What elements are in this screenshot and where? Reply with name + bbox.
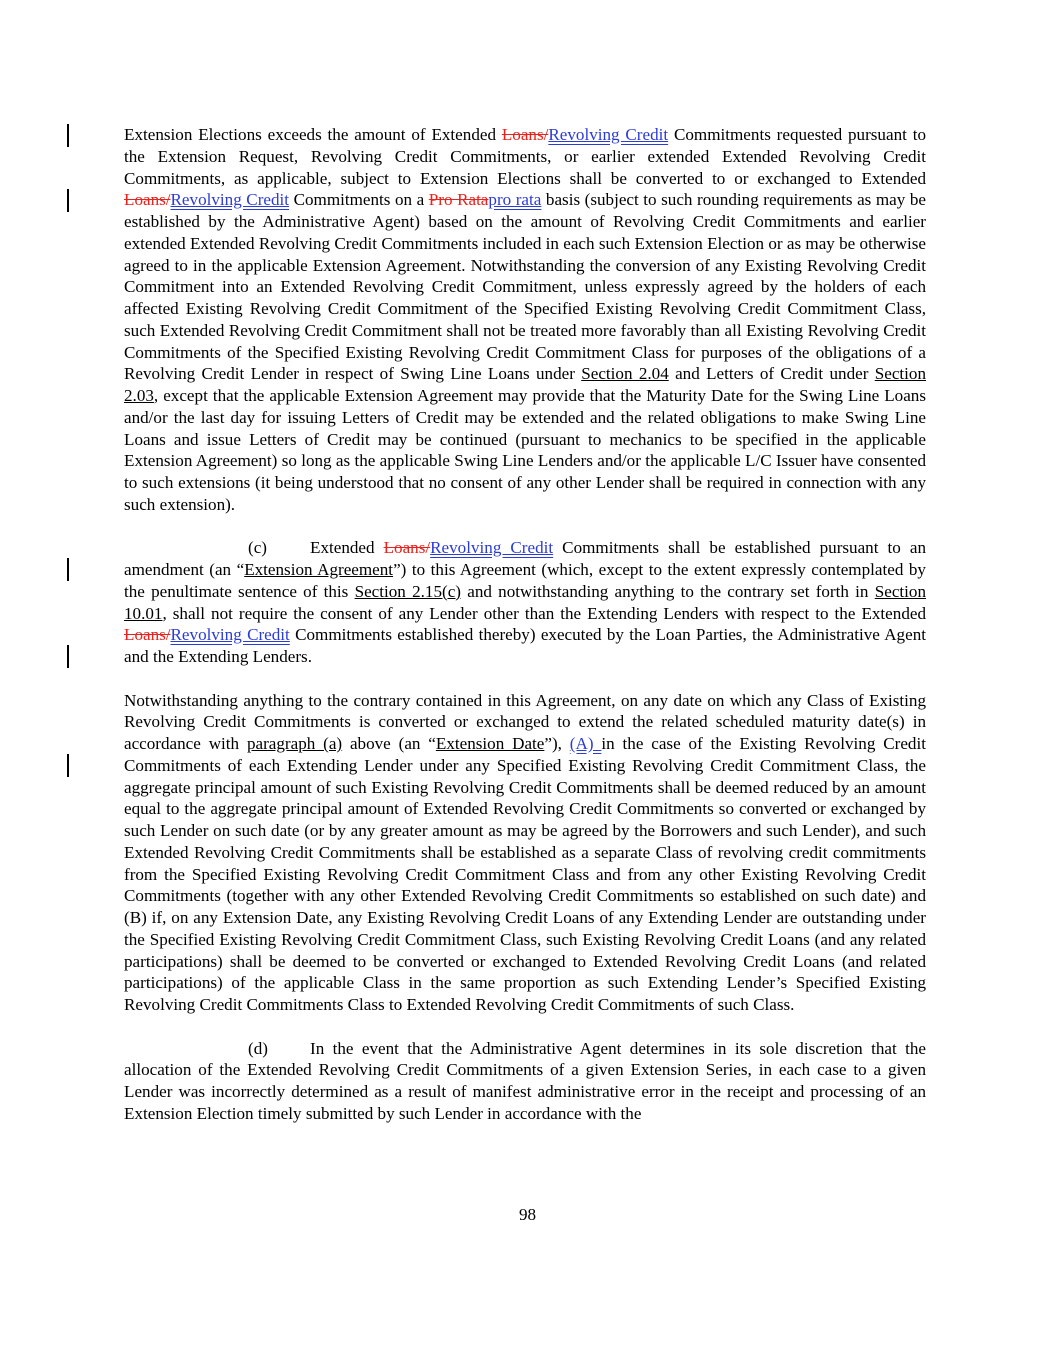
text: ”) to this Agreement (which, except to the extent expressly contemplated by the penultimate sentence of this: [124, 560, 926, 601]
inserted-text: (A): [569, 734, 602, 753]
document-body: [124, 124, 926, 1125]
deleted-text: Loans/: [383, 538, 431, 558]
change-bar: [67, 645, 69, 668]
change-bar: [67, 558, 69, 581]
text: Commitments requested pursuant to the Extension Request, Revolving Credit Commitments, or earlier extended Extended Revolving Credit Commitments, as applicable, subject to Extension Elections shall be converted to or exchanged to Extended: [124, 125, 926, 188]
inserted-text: pro rata: [488, 190, 542, 210]
defined-term: Extension Agreement: [244, 560, 394, 579]
paragraph-extension-date: [124, 690, 926, 1016]
text: Commitments shall be established pursuant to an amendment (an “: [124, 538, 926, 579]
section-reference: Section 2.03: [124, 364, 926, 405]
text: , except that the applicable Extension Agreement may provide that the Maturity Date for the Swing Line Loans and/or the last day for issuing Letters of Credit may be extended and the related obligations to make Swing Line Loans and issue Letters of Credit may be continued (pursuant to mechanics to be specified in the applicable Extension Agreement) so long as the applicable Swing Line Lenders and/or the applicable L/C Issuer have consented to such extensions (it being understood that no consent of any other Lender shall be required in connection with any such extension).: [124, 386, 926, 514]
text: and Letters of Credit under: [668, 364, 875, 384]
text: Notwithstanding anything to the contrary contained in this Agreement, on any date on which any Class of Existing Revolving Credit Commitments is converted or exchanged to extend the related scheduled maturity date(s) in accordance with: [124, 690, 926, 753]
inserted-text: Revolving Credit: [430, 538, 554, 558]
deleted-text: Loans/: [124, 625, 171, 645]
page-number: 98: [518, 1205, 537, 1224]
text: Extension Elections exceeds the amount of Extended: [124, 125, 502, 144]
deleted-text: Loans/: [124, 190, 171, 210]
text: Extended: [310, 538, 384, 558]
deleted-text: Pro Rata: [428, 190, 489, 210]
paragraph-continuation: [124, 124, 926, 516]
defined-term: Extension Date: [435, 734, 545, 753]
text: and notwithstanding anything to the contrary set forth in: [460, 581, 875, 601]
section-reference: Section 2.04: [581, 364, 669, 384]
change-bar: [67, 189, 69, 212]
clause-label: (d): [248, 1038, 268, 1058]
text: In the event that the Administrative Agent determines in its sole discretion that the allocation of the Extended Revolving Credit Commitments of a given Extension Series, in each case to a given Lender was incorrectly determined as a result of manifest administrative error in the receipt and processing of an Extension Election timely submitted by such Lender in accordance with the: [124, 1038, 926, 1123]
inserted-text: Revolving Credit: [170, 190, 290, 210]
text: ”),: [544, 734, 570, 753]
change-bar: [67, 124, 69, 147]
text: , shall not require the consent of any Lender other than the Extending Lenders with respect to the Extended: [162, 603, 926, 623]
paragraph-c: [124, 537, 926, 668]
text: above (an “: [342, 734, 436, 753]
clause-label: (c): [248, 538, 267, 558]
inserted-text: Revolving Credit: [548, 125, 669, 144]
text: basis (subject to such rounding requirements as may be established by the Administrative Agent) based on the amount of Revolving Credit Commitments and earlier extended Extended Revolving Credit Commitments included in each such Extension Election or as may be otherwise agreed to in the applicable Extension Agreement. Notwithstanding the conversion of any Existing Revolving Credit Commitment into an Extended Revolving Credit Commitment, unless expressly agreed by the holders of each affected Existing Revolving Credit Commitment of the Specified Existing Revolving Credit Commitment Class, such Extended Revolving Credit Commitment shall not be treated more favorably than all Existing Revolving Credit Commitments of the Specified Existing Revolving Credit Commitment Class for purposes of the obligations of a Revolving Credit Lender in respect of Swing Line Loans under: [124, 190, 926, 384]
section-reference: Section 2.15(c): [354, 581, 461, 601]
paragraph-d: [124, 1038, 926, 1125]
inserted-text: Revolving Credit: [170, 625, 290, 645]
text: Commitments established thereby) executed by the Loan Parties, the Administrative Agent and the Extending Lenders.: [124, 625, 926, 666]
section-reference: paragraph (a): [246, 734, 343, 753]
section-reference: Section 10.01: [124, 581, 926, 623]
text: Commitments on a: [289, 190, 429, 210]
text: in the case of the Existing Revolving Credit Commitments of each Extending Lender under any Specified Existing Revolving Credit Commitment Class, the aggregate principal amount of such Existing Revolving Credit Commitments shall be deemed reduced by an amount equal to the aggregate principal amount of Extended Revolving Credit Commitments so converted or exchanged by such Lender on such date (or by any greater amount as may be agreed by the Borrowers and such Lender), and such Extended Revolving Credit Commitments shall be established as a separate Class of revolving credit commitments from the Specified Existing Revolving Credit Commitment Class and from any other Existing Revolving Credit Commitments (together with any other Extended Revolving Credit Commitments so established on such date) and (B) if, on any Extension Date, any Existing Revolving Credit Loans of any Extending Lender are outstanding under the Specified Existing Revolving Credit Commitment Class, such Existing Revolving Credit Loans (and any related participations) shall be deemed to be converted or exchanged to Extended Revolving Credit Loans (and related participations) of the applicable Class in the same proportion as such Extending Lender’s Specified Existing Revolving Credit Commitments Class to Extended Revolving Credit Commitments of such Class.: [124, 734, 926, 1014]
change-bar: [67, 754, 69, 777]
deleted-text: Loans/: [501, 125, 549, 144]
